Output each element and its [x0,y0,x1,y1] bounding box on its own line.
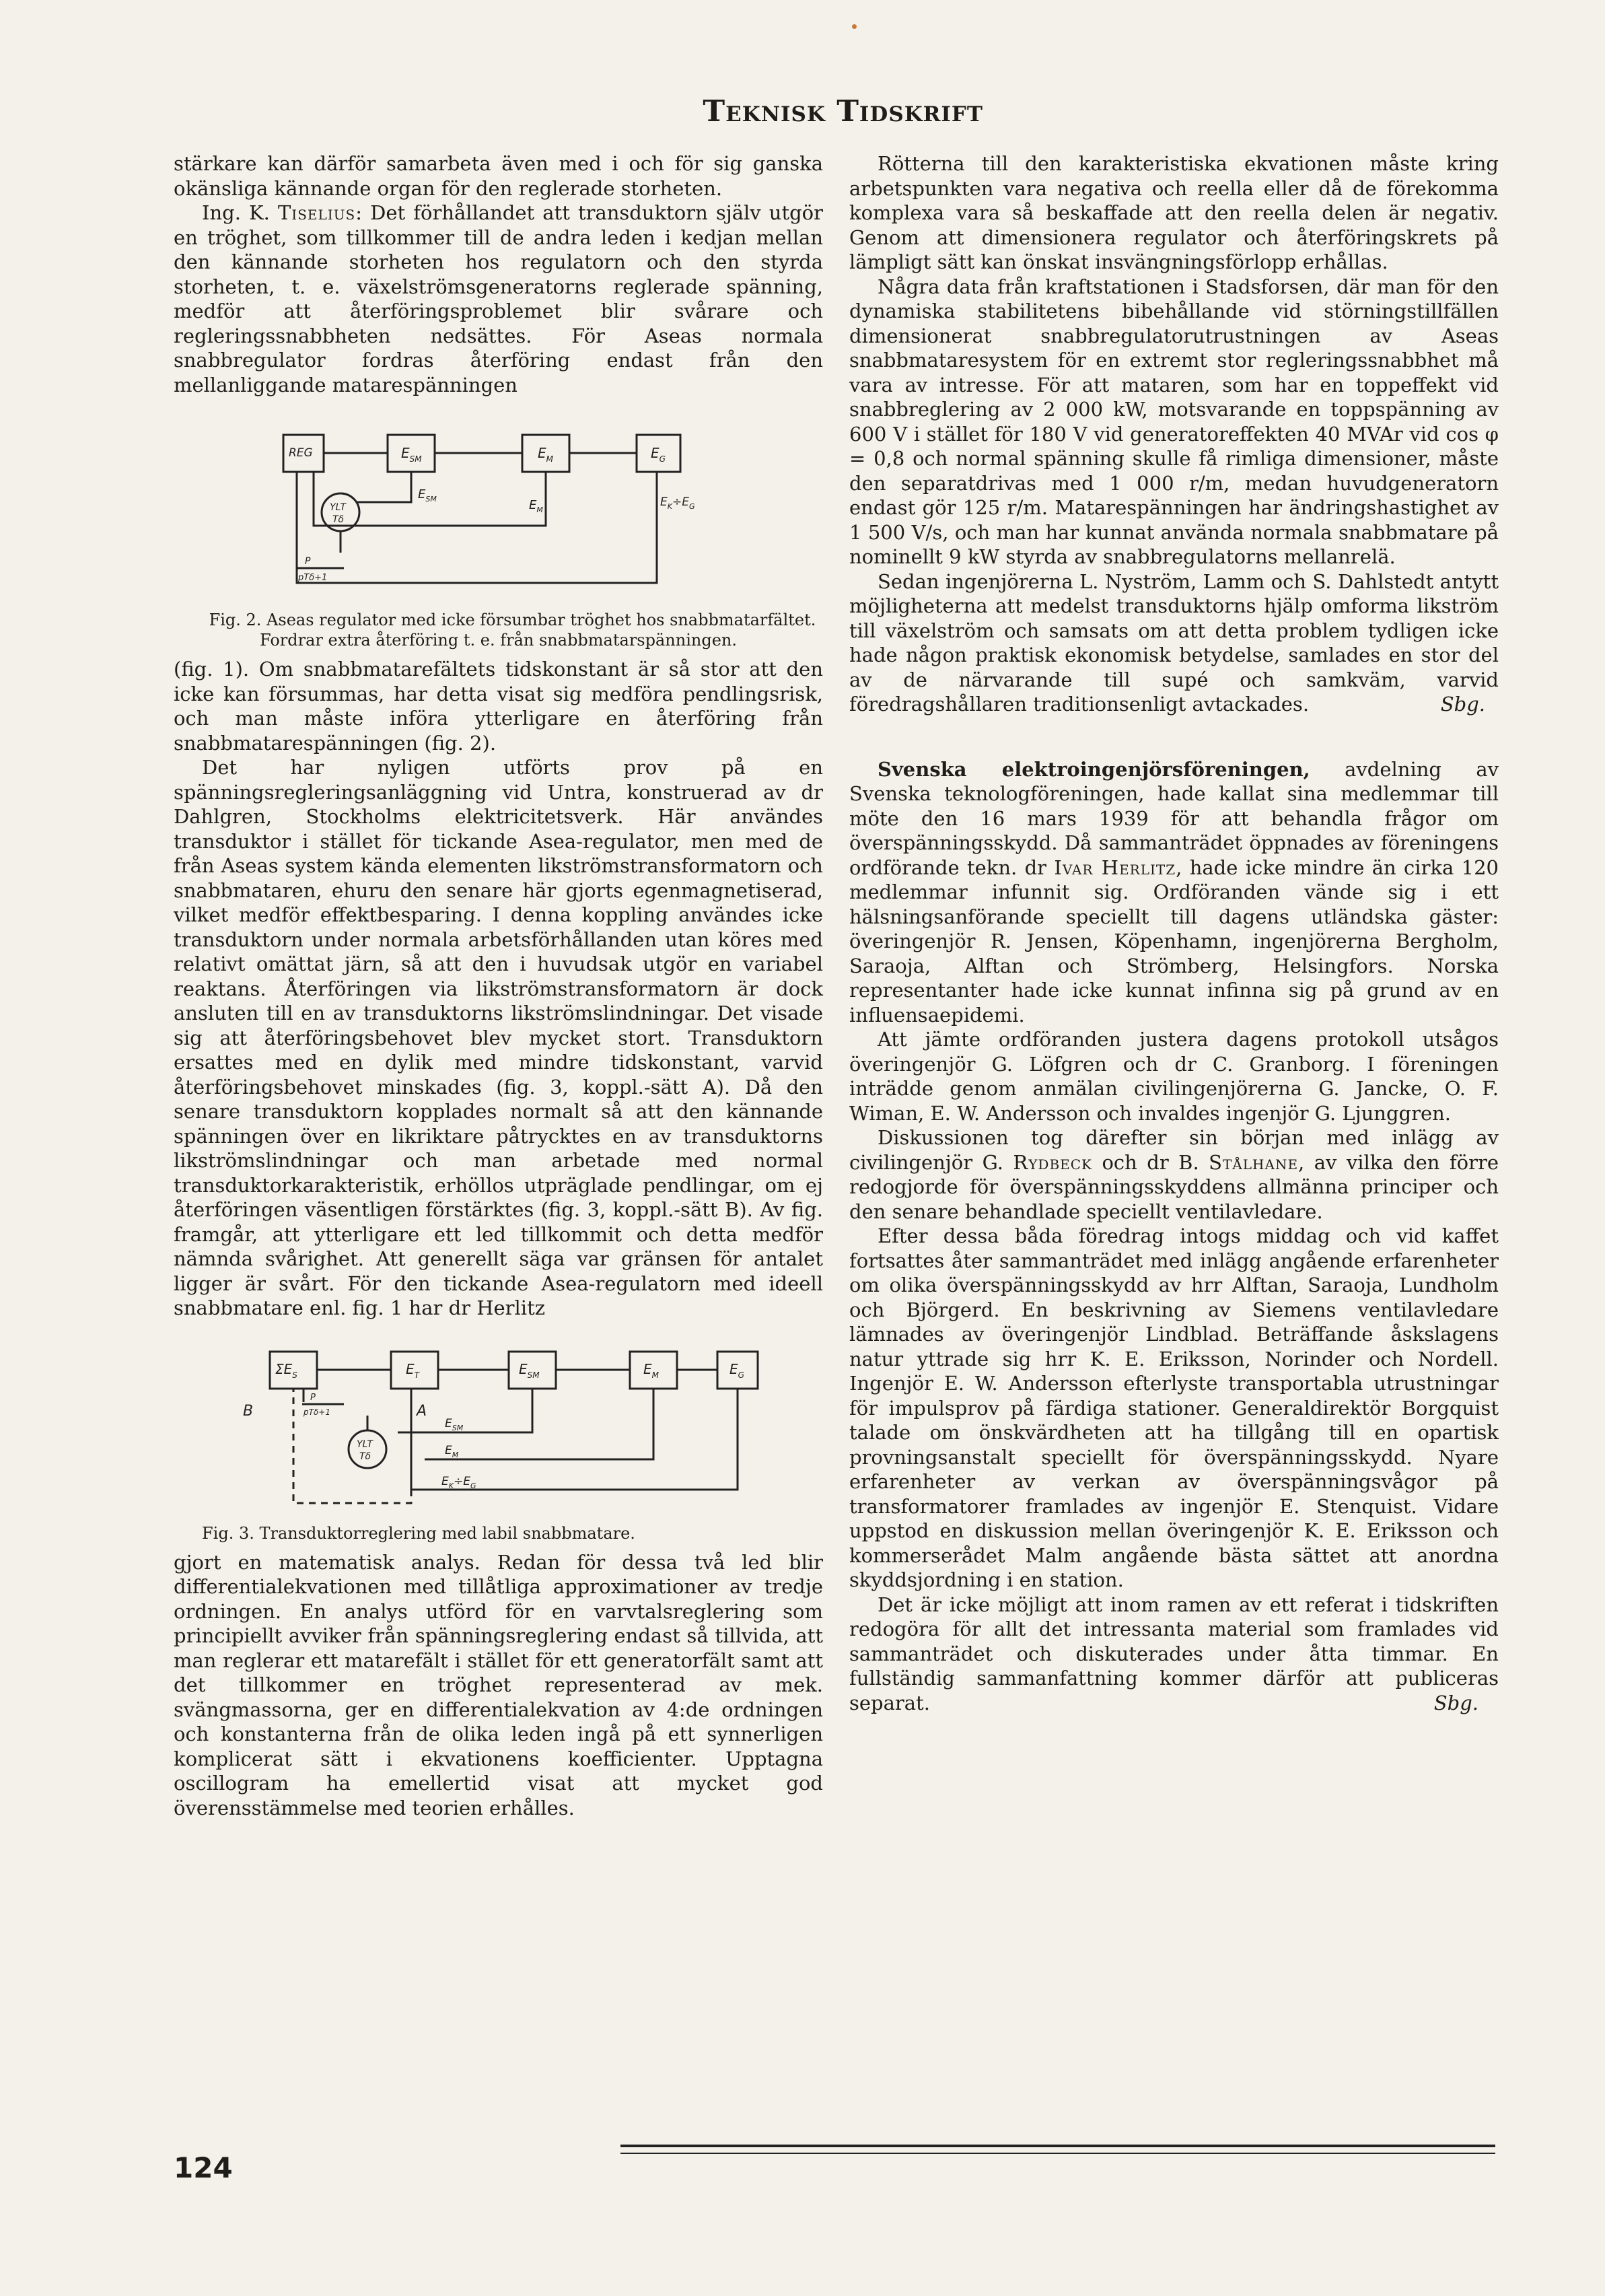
label-em: E [643,1360,652,1377]
label-frac-den: pTδ+1 [303,1407,330,1417]
label-ek: E [441,1474,449,1488]
label-em-feedback-sub: M [536,506,543,514]
person-name: Stålhane [1209,1150,1299,1174]
label-reg: REG [288,446,313,460]
label-sum: ΣE [275,1360,292,1377]
figure-2 [174,415,823,650]
paragraph: Det har nyligen utförts prov på en spänningsregleringsanläggning vid Untra, konstruerad av dr Dahlgren, Stockholms elektricitetsverk. Här användes transduktor i stället för tickande Asea-regulator, men med de från Aseas system kända elementen likströmstransformatorn och snabbmataren, ehuru den senare här gjorts egenmagnetiserad, vilket medför effektbesparing. I denna koppling användes icke transduktorn under normala arbetsförhållanden utan köres med relativt omättat järn, så att den i huvudsak utgör en variabel reaktans. Återföringen via likströmstransformatorn är dock ansluten till en av transduktorns likströmslindningar. Det visade sig att återföringsbehovet blev mycket stort. Transduktorn ersattes med en dylik med mindre tidskonstant, varvid återföringsbehovet minskades (fig. 3, koppl.-sätt A). Då den senare transduktorn kopplades normalt så att den kännande spänningen över en likriktare påtrycktes en av transduktorns likströmslindningar och man arbetade med normal transduktorkarakteristik, erhöllos utpräglade pendlingar, om ej återföringen väsentligen förstärktes (fig. 3, koppl.-sätt B). Av fig. framgår, att ytterligare ett led tillkommit och detta medför nämnda svårighet. Att generellt säga var gränsen för antalet ligger är svårt. För den tickande Asea-regulatorn med ideell snabbmatare enl. fig. 1 har dr Herlitz [174,756,823,1319]
figure-3 [174,1338,823,1543]
label-ylt: YLT [356,1438,373,1450]
label-ylt: YLT [329,502,346,513]
signature: Sbg. [1440,693,1485,716]
svg-text:EM [445,1444,459,1459]
label-esm-sub: SM [409,454,422,464]
label-et-sub: T [414,1370,419,1380]
label-frac-den: pTδ+1 [297,573,327,583]
left-column [174,151,823,1820]
svg-text:EM [529,498,543,514]
esm-block [388,435,435,472]
svg-text:ESM [519,1361,540,1380]
svg-text:EG [729,1361,744,1380]
margin-mark [852,24,857,29]
svg-text:ΣES [275,1361,297,1380]
footer-rule [620,2145,1495,2147]
feedback-line [357,472,411,502]
label-esm-feedback-sub: SM [425,495,437,503]
label-esm-feedback: E [444,1416,452,1430]
label-esm: E [518,1360,528,1377]
label-et: E [405,1360,415,1377]
svg-text:ESM [418,487,437,503]
svg-text:ESM [445,1417,464,1432]
label-eg-diff-sub: G [470,1481,476,1490]
label-esm-feedback-sub: SM [452,1423,463,1432]
label-eg-diff: ÷E [672,495,689,509]
signature: Sbg. [1433,1691,1478,1714]
label-eg: E [650,445,659,461]
label-eg-diff: ÷E [453,1474,470,1488]
label-frac-num: P [304,556,310,567]
paragraph: Efter dessa båda föredrag intogs middag och vid kaffet fortsattes åter sammanträdet med inlägg angående erfarenheter om olika överspänningsskydd av hrr Alftan, Saraoja, Lundholm och Björgerd. En beskrivning av Siemens ventilavledare lämnades av överingenjör Lindblad. Beträffande åskslagens natur yttrade sig hrr K. E. Eriksson, Norinder och Nordell. Ingenjör E. W. Andersson efterlyste transportabla utrustningar för impulsprov på färdiga stationer. Generaldirektör Borgquist talade om önskvärdheten att ha tillgång till en opartisk provningsanstalt speciellt för överspänningsskydd. Nyare erfarenheter av verkan av överspänningsvågor på transformatorer framlades av ingenjör E. Stenquist. Vidare uppstod en diskussion mellan överingenjör K. E. Eriksson och kommerserådet Malm angående bästa sättet att anordna skyddsjordning i en station. [849,1224,1499,1591]
fig2-diagram [263,415,734,610]
page-number: 124 [174,2151,233,2184]
label-a: A [416,1402,427,1420]
fig2-caption: Fig. 2. Aseas regulator med icke försumbar tröghet hos snabbmatarfältet. Fordrar extra återföring t. e. från snabbmatarspänningen. [209,611,816,650]
label-frac-num: P [310,1392,316,1403]
svg-text:EG [651,445,666,464]
section-lead: Svenska elektroingenjörsföreningen, [878,757,1310,781]
label-esm: E [400,445,410,461]
paragraph: Att jämte ordföranden justera dagens protokoll utsågos överingenjör G. Löfgren och dr C. Granborg. I föreningen inträdde genom anmälan civilingenjörerna G. Jancke, O. F. Wiman, E. W. Andersson och invaldes ingenjör G. Ljunggren. [849,1028,1499,1125]
label-em-sub: M [546,454,553,464]
label-em-feedback: E [528,498,536,512]
label-b: B [242,1402,253,1420]
paragraph: Sedan ingenjörerna L. Nyström, Lamm och S. Dahlstedt antytt möjligheterna att medelst transduktorns hjälp omforma likström till växelström och samsats om att detta problem tydligen icke hade någon praktisk ekonomisk betydelse, samlades en stor del av de närvarande till supé och samkväm, varvid föredragshållaren traditionsenligt avtackades. Sbg. [849,569,1499,716]
paragraph: stärkare kan därför samarbeta även med i och för sig ganska okänsliga kännande organ för den reglerade storheten. [174,152,823,200]
label-tdelta: Tδ [332,514,344,525]
label-eg-sub: G [659,454,666,464]
label-tdelta: Tδ [359,1451,371,1462]
paragraph: (fig. 1). Om snabbmatarefältets tidskonstant är så stor att den icke kan försummas, har detta visat sig medföra pendlingsrisk, och man måste införa ytterligare en återföring från snabbmatarespänningen (fig. 2). [174,658,823,755]
svg-text:ESM [401,445,422,464]
paragraph: Rötterna till den karakteristiska ekvationen måste kring arbetspunkten vara negativa och reella eller då de förekomma komplexa vara så beskaffade att den reella delen är negativ. Genom att dimensionera regulator och återföringskrets på lämpligt sätt kan önskat insvängningsförlopp erhållas. [849,152,1499,273]
label-em-sub: M [651,1370,659,1380]
svg-text:EM [538,445,554,464]
label-eg-sub: G [738,1370,744,1380]
label-ek-sub: K [667,502,672,511]
fig3-diagram [203,1338,795,1523]
right-column [849,151,1499,1715]
svg-text:EK÷EG [660,495,695,511]
label-ek-sub: K [448,1481,454,1490]
svg-text:EM [643,1361,659,1380]
label-em-feedback-sub: M [452,1450,458,1459]
label-esm-feedback: E [417,487,425,501]
svg-text:ET [406,1361,421,1380]
paragraph: Ing. K. Tiselius: Det förhållandet att transduktorn själv utgör en tröghet, som tillkommer till de andra leden i kedjan mellan den kännande storheten hos regulatorn och den styrda storheten, t. e. växelströmsgeneratorns reglerade spänning, medför att återföringsproblemet blir svårare och regleringssnabbheten nedsättes. För Aseas normala snabbregulator fordras återföring endast från den mellanliggande matarespänningen [174,201,823,396]
label-em-feedback: E [444,1443,452,1457]
label-sum-sub: S [291,1370,297,1380]
label-ek: E [659,495,668,509]
label-eg: E [729,1360,738,1377]
svg-text:EK÷EG [441,1475,476,1490]
paragraph: Det är icke möjligt att inom ramen av ett referat i tidskriften redogöra för allt det intressanta material som framlades vid sammanträdet och diskuterades under åtta timmar. En fullständig sammanfattning kommer därför att publiceras separat. Sbg. [849,1593,1499,1714]
paragraph: gjort en matematisk analys. Redan för dessa två led blir differentialekvationen med tillåtliga approximationer av tredje ordningen. En analys utförd för en varvtalsreglering som principiellt avviker från spänningsreglering endast så tillvida, att man reglerar ett matarefält i stället för ett generatorfält samt att det tillkommer en tröghet representerad av mek. svängmassorna, ger en differentialekvation av 4:de ordningen och konstanterna från de olika leden ingå på ett synnerligen komplicerat sätt i ekvationens koefficienter. Upptagna oscillogram ha emellertid visat att mycket god överensstämmelse med teorien erhålles. [174,1550,823,1819]
paragraph: Några data från kraftstationen i Stadsforsen, där man för den dynamiska stabilitetens bibehållande vid störningstillfällen dimensionerat snabbregulatorutrustningen av Aseas snabbmataresystem för en extremt stor regleringssnabbhet må vara av intresse. För att mataren, som har en toppeffekt vid snabbreglering av 2 000 kW, motsvarande en toppspänning av 600 V i stället för 180 V vid generatoreffekten 40 MVAr vid cos φ = 0,8 och normal spänning skulle få rimliga dimensioner, måste den separatdrivas med 1 000 r/m, medan huvudgeneratorn endast gör 125 r/m. Matarespänningen har ändringshastighet av 1 500 V/s, och man har kunnat använda normala snabbmatare på nominellt 9 kW styrda av snabbregulatorns mellanrelä. [849,275,1499,568]
label-eg-diff-sub: G [688,502,694,511]
fig3-caption: Fig. 3. Transduktorreglering med labil snabbmatare. [202,1523,635,1543]
speaker-name: Tiselius [277,201,356,224]
journal-header: Teknisk Tidskrift [703,94,983,129]
label-esm-sub: SM [527,1370,540,1380]
dashed-feedback-b [293,1389,411,1503]
paragraph: Svenska elektroingenjörsföreningen, avdelning av Svenska teknologföreningen, hade kallat sina medlemmar till möte den 16 mars 1939 för att behandla frågor om överspänningsskydd. Då sammanträdet öppnades av föreningens ordförande tekn. dr Ivar Herlitz, hade icke mindre än cirka 120 medlemmar infunnit sig. Ordföranden vände sig i ett hälsningsanförande speciellt till dagens utländska gäster: överingenjör R. Jensen, Köpenhamn, ingenjörerna Bergholm, Saraoja, Alftan och Strömberg, Helsingfors. Norska representanter hade icke kunnat infinna sig på grund av en influensaepidemi. [849,757,1499,1027]
person-name: Rydbeck [1013,1150,1092,1174]
person-name: Ivar Herlitz [1054,856,1176,879]
label-em: E [537,445,546,461]
paragraph: Diskussionen tog därefter sin början med inlägg av civilingenjör G. Rydbeck och dr B. Stålhane, av vilka den förre redogjorde för överspänningsskyddens allmänna principer och den senare behandlade speciellt ventilavledare. [849,1126,1499,1223]
footer-rule-thin [620,2153,1495,2154]
